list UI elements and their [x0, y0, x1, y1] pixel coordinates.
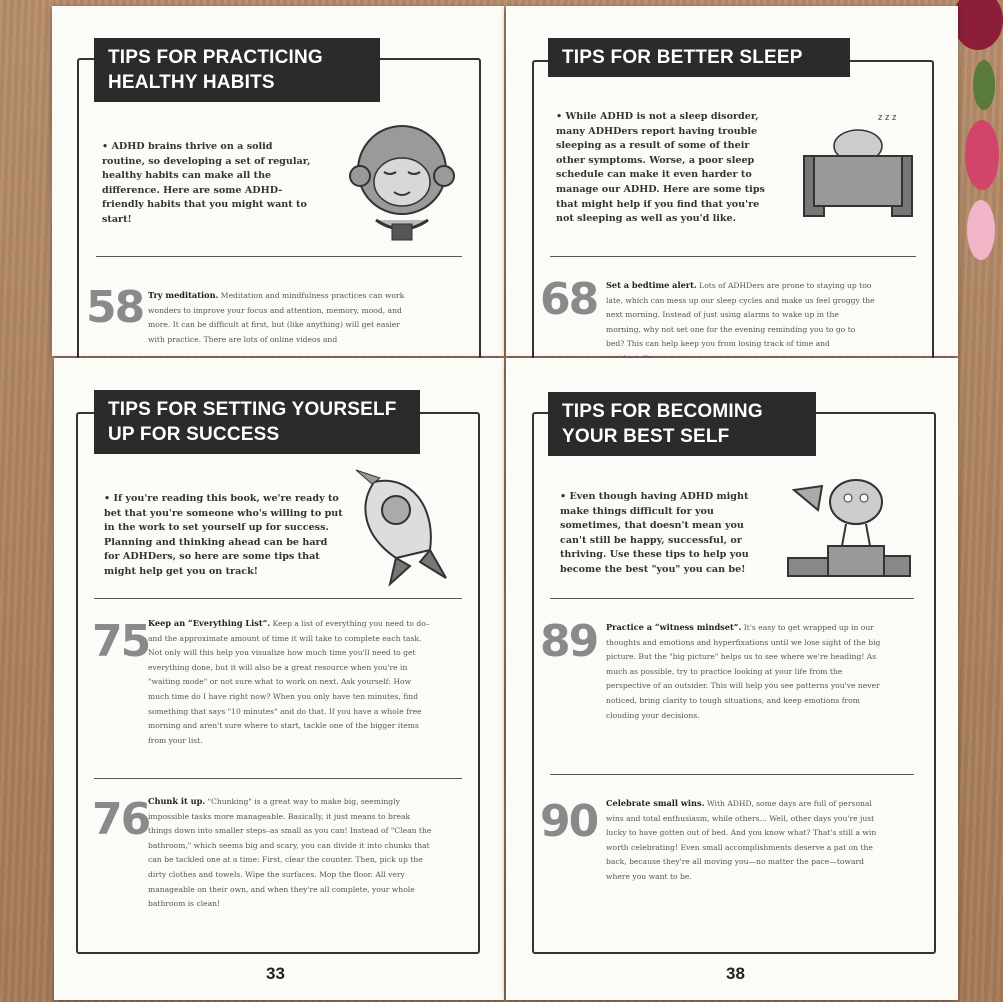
tip-number: 68: [540, 274, 598, 325]
section-title-line2: UP FOR SUCCESS: [108, 424, 280, 445]
tip-body: "Chunking" is a great way to make big, seemingly impossible tasks more manageable. Basically, it just means to break things down into smaller steps–as small as you can! Instead of "Clean the bathroom," which seems big and scary, you can divide it into chunks that can be tackled one at a time: First, clear the counter. Then, pick up the dirty clothes and towels. Wipe the surfaces. Mop the floor. All very manageable on their own, and when they're all complete, your whole bathroom is clean!: [148, 797, 432, 909]
section-title: TIPS FOR BETTER SLEEP: [548, 38, 850, 77]
tip-body: Meditation and mindfulness practices can work wonders to improve your focus and attention, memory, mood, and more. It can be difficult at first, but (like anything) will get easier with practice. There are lots of online videos and: [148, 291, 405, 344]
section-title: [94, 390, 420, 454]
section-divider: [550, 256, 916, 257]
flower-decoration: [965, 120, 999, 190]
intro-paragraph: • If you're reading this book, we're ready to bet that you're someone who's willing to put in the work to set yourself up for success. Planning and thinking ahead can be hard for ADHDers, so here are some tips that might help get you on track!: [104, 493, 343, 577]
leaf-decoration: [973, 60, 995, 110]
bed-sleeping-icon: [796, 116, 926, 220]
brain-trophy-podium-icon: [784, 466, 914, 578]
section-divider: [550, 774, 914, 775]
section-title-line1: TIPS FOR SETTING YOURSELF: [108, 399, 397, 420]
tip-text: [148, 616, 434, 766]
page-setting-up-success: [54, 358, 504, 1000]
page-number: 33: [266, 964, 285, 983]
section-title-line1: TIPS FOR PRACTICING: [108, 47, 323, 68]
tip-title: Celebrate small wins.: [606, 798, 705, 808]
section-title-line1: TIPS FOR BECOMING: [562, 401, 763, 422]
tip-body: It's easy to get wrapped up in our thoughts and emotions and hyperfixations until we lose sight of the big picture. But the "big picture" helps us to see where we're heading! As much as possible, try to practice looking at your life from the perspective of an outsider. This will help you see patterns you've never noticed, bring clarity to tough situations, and keep emotions from clouding your decisions.: [606, 623, 881, 720]
intro-paragraph: • Even though having ADHD might make things difficult for you sometimes, that doesn't mean you can't still be happy, successful, or thriving. Use these tips to help you become the best "you" you can be!: [560, 491, 749, 575]
rocket-icon: [350, 466, 454, 590]
section-title: [94, 38, 380, 102]
section-title: [548, 392, 816, 456]
section-divider: [550, 598, 914, 599]
page-number: 38: [726, 964, 745, 983]
intro-paragraph: • ADHD brains thrive on a solid routine, so developing a set of regular, healthy habits can make all the difference. Here are some ADHD-friendly habits that you might want to start!: [102, 141, 311, 225]
tip-text: [148, 288, 408, 356]
tip-number: 89: [540, 616, 598, 667]
tip-body: Keep a list of everything you need to do–and the approximate amount of time it will take to complete each task. Not only will this help you visualize how much time you'll need to get everything done, but it will also be a great resource when you're in "waiting mode" or not sure what to work on next. Ask yourself: How much time do I have right now? When you only have ten minutes, find something that says "10 minutes" and do that. If you have a whole free morning and aren't sure where to start, tackle one of the bigger items from your list.: [148, 619, 430, 745]
tip-number: 75: [92, 616, 150, 667]
tip-title: Try meditation.: [148, 290, 219, 300]
tip-body: Lots of ADHDers are prone to staying up too late, which can mess up our sleep cycles and make us feel groggy the next morning. Instead of just using alarms to wake up in the morning, why not set one for the evening reminding you to go to bed? This can help keep you from losing track of time and: [606, 281, 875, 349]
sleep-zzz: z z z: [878, 112, 897, 122]
section-title-line2: HEALTHY HABITS: [108, 72, 275, 93]
section-divider: [94, 598, 462, 599]
intro-paragraph: • While ADHD is not a sleep disorder, many ADHDers report having trouble sleeping as a result of some of their other symptoms. Worse, a poor sleep schedule can make it even harder to manage our ADHD. Here are some tips that might help if you find that you're not sleeping as well as you'd like.: [556, 111, 765, 225]
tip-text: [606, 620, 888, 760]
flower-decoration: [967, 200, 995, 260]
page-best-self: [506, 358, 958, 1000]
section-divider: [94, 778, 462, 779]
tip-title: Practice a “witness mindset”.: [606, 622, 742, 632]
tip-number: 58: [86, 282, 144, 333]
section-title-line2: YOUR BEST SELF: [562, 426, 730, 447]
tip-text: [606, 278, 876, 352]
tip-body: With ADHD, some days are full of personal wins and total enthusiasm, while others... Well, other days you're just lucky to have gotten out of bed. And you know what? That's still a win worth celebrating! Even small accomplishments deserve a pat on the back, because they're all moving you—no matter the pace—toward where you want to be.: [606, 799, 877, 881]
tip-title: Keep an “Everything List”.: [148, 618, 271, 628]
tip-number: 76: [92, 794, 150, 845]
tip-number: 90: [540, 796, 598, 847]
flower-decoration: [953, 0, 1003, 50]
section-divider: [96, 256, 462, 257]
page-healthy-habits: [52, 6, 504, 356]
monkey-meditating-icon: [342, 120, 462, 246]
tip-text: [148, 794, 434, 944]
page-better-sleep: [506, 6, 958, 356]
tip-text: [606, 796, 888, 916]
tip-title: Set a bedtime alert.: [606, 280, 697, 290]
tip-title: Chunk it up.: [148, 796, 206, 806]
